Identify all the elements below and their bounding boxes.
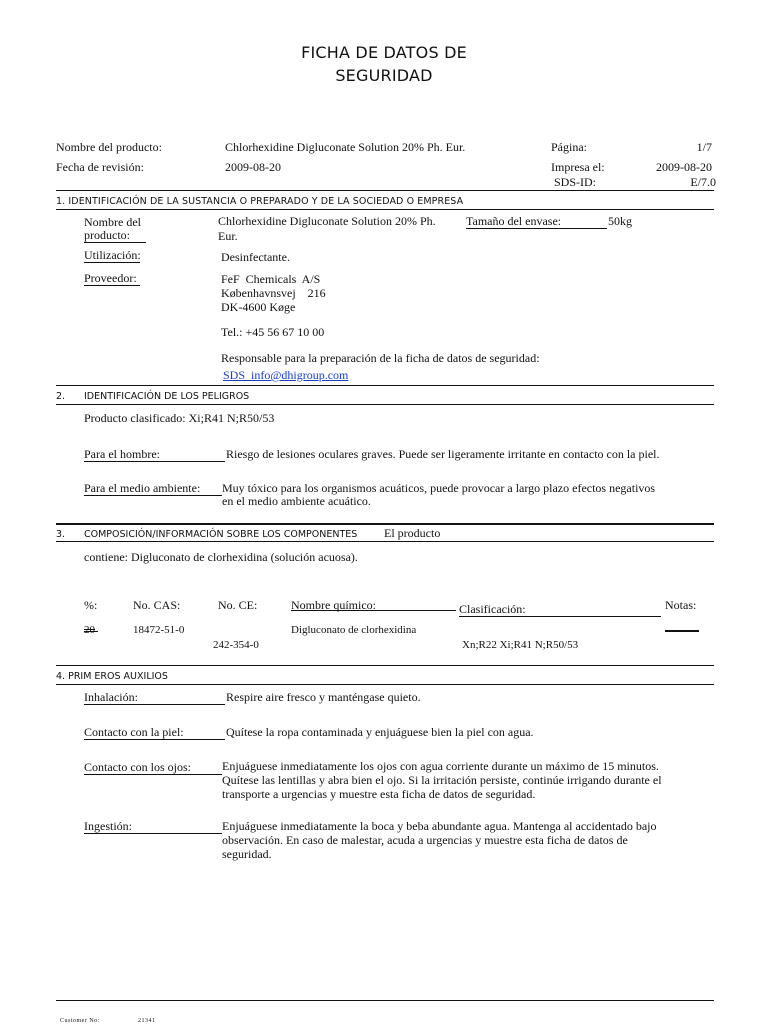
customer-number-value: 21341 bbox=[138, 1018, 156, 1024]
section-4-rule bbox=[56, 665, 714, 666]
eye-contact-value-1: Enjuáguese inmediatamente los ojos con agua corriente durante un máximo de 15 minutos. bbox=[222, 759, 659, 773]
section-4-heading-underline bbox=[56, 684, 714, 685]
page-label: Página: bbox=[551, 140, 587, 154]
ingestion-label: Ingestión: bbox=[84, 819, 222, 834]
col-header-cas: No. CAS: bbox=[133, 598, 181, 612]
environment-hazard-label: Para el medio ambiente: bbox=[84, 481, 222, 496]
environment-hazard-value-1: Muy tóxico para los organismos acuáticos, puede provocar a largo plazo efectos negativos bbox=[222, 481, 656, 495]
component-ce: 242-354-0 bbox=[213, 639, 259, 651]
section-1-rule bbox=[56, 190, 714, 191]
component-chemical-name: Digluconato de clorhexidina bbox=[291, 624, 417, 636]
percent-underline bbox=[84, 631, 98, 632]
supplier-name: FeF Chemicals A/S bbox=[221, 272, 321, 286]
section-1-heading: 1. IDENTIFICACIÓN DE LA SUSTANCIA O PREPARADO Y DE LA SOCIEDAD O EMPRESA bbox=[56, 196, 464, 207]
responsible-text: Responsable para la preparación de la ficha de datos de seguridad: bbox=[221, 351, 540, 365]
pack-size-label: Tamaño del envase: bbox=[466, 214, 607, 229]
use-label: Utilización: bbox=[84, 248, 141, 262]
pack-size-value: 50kg bbox=[608, 214, 632, 228]
s1-product-name-value-1: Chlorhexidine Digluconate Solution 20% Ph. bbox=[218, 214, 436, 228]
supplier-street: Københavnsvej 216 bbox=[221, 286, 326, 300]
composition-contains: contiene: Digluconato de clorhexidina (solución acuosa). bbox=[84, 550, 358, 564]
product-name-label: Nombre del producto: bbox=[56, 140, 162, 154]
sds-id-label: SDS-ID: bbox=[554, 175, 597, 189]
inhalation-label: Inhalación: bbox=[84, 690, 225, 705]
ingestion-value-1: Enjuáguese inmediatamente la boca y beba abundante agua. Mantenga al accidentado bajo bbox=[222, 819, 657, 833]
environment-hazard-value-2: en el medio ambiente acuático. bbox=[222, 494, 371, 508]
supplier-phone: Tel.: +45 56 67 10 00 bbox=[221, 325, 325, 339]
revision-date-value: 2009-08-20 bbox=[225, 160, 281, 174]
revision-date-label: Fecha de revisión: bbox=[56, 160, 144, 174]
human-hazard-label: Para el hombre: bbox=[84, 447, 225, 462]
use-value: Desinfectante. bbox=[221, 250, 290, 264]
responsible-email-link[interactable]: SDS_info@dhigroup.com bbox=[223, 368, 349, 382]
component-cas: 18472-51-0 bbox=[133, 624, 185, 636]
skin-contact-value: Quítese la ropa contaminada y enjuáguese bien la piel con agua. bbox=[226, 725, 534, 739]
customer-number-label: Customer No: bbox=[60, 1018, 100, 1024]
section-2-heading: IDENTIFICACIÓN DE LOS PELIGROS bbox=[84, 391, 250, 402]
col-header-classification: Clasificación: bbox=[459, 603, 661, 617]
notes-blank-line bbox=[665, 630, 699, 632]
component-percent: 20 bbox=[84, 624, 95, 636]
document-title-line-2: SEGURIDAD bbox=[335, 66, 433, 85]
supplier-label: Proveedor: bbox=[84, 271, 140, 286]
section-1-heading-underline bbox=[56, 209, 714, 210]
inhalation-value: Respire aire fresco y manténgase quieto. bbox=[226, 690, 421, 704]
footer-rule bbox=[56, 1000, 714, 1001]
ingestion-value-3: seguridad. bbox=[222, 847, 272, 861]
s1-product-name-label-1: Nombre del bbox=[84, 215, 141, 229]
col-header-chemical-name: Nombre químico: bbox=[291, 598, 376, 612]
section-3-number: 3. bbox=[56, 529, 66, 540]
col-header-percent: %: bbox=[84, 598, 98, 612]
section-4-heading: 4. PRIM EROS AUXILIOS bbox=[56, 671, 168, 682]
skin-contact-label: Contacto con la piel: bbox=[84, 725, 225, 740]
chemical-name-underline bbox=[291, 610, 456, 611]
component-classification: Xn;R22 Xi;R41 N;R50/53 bbox=[462, 639, 579, 651]
document-title-line-1: FICHA DE DATOS DE bbox=[301, 43, 467, 62]
eye-contact-value-3: transporte a urgencias y muestre esta ficha de datos de seguridad. bbox=[222, 787, 536, 801]
s1-product-name-label-2: producto: bbox=[84, 228, 146, 243]
product-name-value: Chlorhexidine Digluconate Solution 20% Ph. Eur. bbox=[225, 140, 466, 154]
section-2-rule bbox=[56, 385, 714, 386]
printed-date-label: Impresa el: bbox=[551, 160, 605, 174]
section-3-heading-underline bbox=[56, 541, 714, 542]
section-3-rule bbox=[56, 523, 714, 525]
eye-contact-label: Contacto con los ojos: bbox=[84, 760, 222, 775]
section-3-heading: COMPOSICIÓN/INFORMACIÓN SOBRE LOS COMPONENTES bbox=[84, 529, 358, 540]
eye-contact-value-2: Quítese las lentillas y abra bien el ojo. Si la irritación persiste, continúe irrigando durante el bbox=[222, 773, 662, 787]
page-number: 1/7 bbox=[696, 140, 712, 154]
col-header-notes: Notas: bbox=[665, 598, 697, 612]
section-2-number: 2. bbox=[56, 391, 66, 402]
sds-id-value: E/7.0 bbox=[690, 175, 716, 189]
ingestion-value-2: observación. En caso de malestar, acuda a urgencias y muestre esta ficha de datos de bbox=[222, 833, 628, 847]
supplier-city: DK-4600 Køge bbox=[221, 300, 296, 314]
col-header-ce: No. CE: bbox=[218, 598, 258, 612]
s1-product-name-value-2: Eur. bbox=[218, 229, 238, 243]
human-hazard-value: Riesgo de lesiones oculares graves. Puede ser ligeramente irritante en contacto con la piel. bbox=[226, 447, 660, 461]
product-classification: Producto clasificado: Xi;R41 N;R50/53 bbox=[84, 411, 275, 425]
section-3-heading-tail: El producto bbox=[384, 526, 441, 540]
section-2-heading-underline bbox=[56, 404, 714, 405]
printed-date-value: 2009-08-20 bbox=[656, 160, 712, 174]
